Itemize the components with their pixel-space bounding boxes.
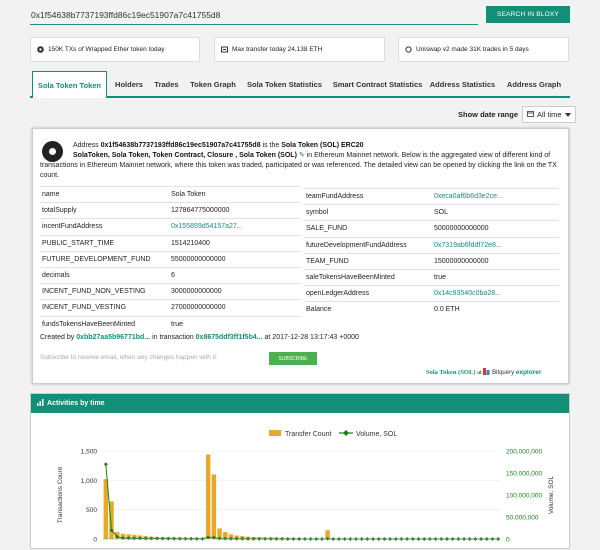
activities-header xyxy=(31,394,569,413)
y-tick-label: 1,000 xyxy=(81,478,98,485)
property-value: Sola Token xyxy=(171,191,206,198)
property-row xyxy=(304,188,559,204)
property-value: 27000000000000 xyxy=(171,304,226,311)
intro-text-3: in Ethereum Mainnet network. Below is the aggregated view of different kind of transactions in Ethereum Mainnet network, where this token was traded, participated or was referenced. The detailed view can be opened by clicking the link on the TX count. xyxy=(40,152,557,179)
property-row xyxy=(40,202,300,218)
property-key: symbol xyxy=(306,209,328,216)
tab-trades[interactable]: Trades xyxy=(150,71,183,97)
creator-link[interactable]: 0xbb27aa5b96771bd... xyxy=(76,334,150,341)
pencil-icon[interactable]: ✎ xyxy=(299,152,305,159)
bitquery-logo-icon xyxy=(483,369,490,376)
property-key: Balance xyxy=(306,306,331,313)
property-row xyxy=(40,267,300,283)
property-key: FUTURE_DEVELOPMENT_FUND xyxy=(42,256,151,263)
refresh-icon xyxy=(405,46,412,53)
stat-weth[interactable] xyxy=(30,37,200,62)
y-tick-label: 1,500 xyxy=(81,449,98,456)
address-hash: 0x1f54638b7737193ffd86c19ec51907a7c41755d8 xyxy=(101,142,261,149)
brand-token: Sola Token (SOL) xyxy=(426,369,476,376)
property-key: fundsTokensHaveBeenMinted xyxy=(42,321,135,328)
activities-panel xyxy=(30,393,570,549)
creation-info xyxy=(40,334,359,341)
property-key: PUBLIC_START_TIME xyxy=(42,240,114,247)
tab-token[interactable]: Sola Token Token xyxy=(32,71,107,98)
property-key: decimals xyxy=(42,272,70,279)
subscribe-text: Subscribe to receive email, when any changes happen with it: xyxy=(40,354,218,361)
search-button[interactable]: SEARCH IN BLOXY xyxy=(486,6,570,23)
y-tick-label: 0 xyxy=(93,537,97,544)
search-input[interactable] xyxy=(30,5,478,25)
property-row xyxy=(40,235,300,251)
property-row xyxy=(304,220,559,236)
property-key: INCENT_FUND_VESTING xyxy=(42,304,126,311)
token-info-card xyxy=(32,128,569,384)
bar xyxy=(206,455,210,539)
date-range-value: All time xyxy=(537,110,562,119)
property-value: 50000000000000 xyxy=(434,225,489,232)
date-range-label: Show date range xyxy=(458,110,518,119)
tab-bar xyxy=(30,71,570,98)
bar xyxy=(212,474,216,539)
property-row xyxy=(304,301,559,317)
y2-tick-label: 0 xyxy=(506,537,510,544)
y-tick-label: 500 xyxy=(86,507,97,514)
property-key: SALE_FUND xyxy=(306,225,347,232)
created-text-1: Created by xyxy=(40,334,76,341)
property-key: futureDevelopmentFundAddress xyxy=(306,242,407,249)
volume-marker xyxy=(104,462,108,466)
stat-text: 150K TXs of Wrapped Ether token today xyxy=(48,46,164,53)
ethereum-icon xyxy=(37,46,44,53)
intro-text-2: is the xyxy=(261,142,282,149)
property-key: INCENT_FUND_NON_VESTING xyxy=(42,288,145,295)
property-key: teamFundAddress xyxy=(306,193,363,200)
property-key: TEAM_FUND xyxy=(306,258,349,265)
legend-marker-volume xyxy=(343,430,349,436)
created-text-2: in transaction xyxy=(150,334,196,341)
creation-tx-link[interactable]: 0x8675ddf3ff1f5b4... xyxy=(196,334,263,341)
property-row xyxy=(304,269,559,285)
tab-address-graph[interactable]: Address Graph xyxy=(504,71,564,97)
tab-token-statistics[interactable]: Sola Token Statistics xyxy=(243,71,326,97)
property-value: true xyxy=(434,274,446,281)
activities-chart xyxy=(31,413,569,548)
property-value: 1514210400 xyxy=(171,240,210,247)
stat-max-transfer[interactable] xyxy=(214,37,385,62)
y2-tick-label: 50,000,000 xyxy=(506,515,539,522)
legend-label: Transfer Count xyxy=(285,431,331,438)
volume-line xyxy=(106,464,498,539)
search-bar xyxy=(30,5,570,25)
property-value: 127864775000000 xyxy=(171,207,229,214)
token-description xyxy=(40,141,560,181)
transfer-icon xyxy=(221,46,228,53)
intro-text-1: Address xyxy=(73,142,101,149)
property-value: 15000000000000 xyxy=(434,258,489,265)
property-value: SOL xyxy=(434,209,448,216)
property-value: 55000000000000 xyxy=(171,256,226,263)
property-row xyxy=(304,285,559,301)
stat-text: Max transfer today 24,138 ETH xyxy=(232,46,322,53)
property-row xyxy=(304,204,559,220)
property-key: saleTokensHaveBeenMinted xyxy=(306,274,395,281)
property-address-link[interactable]: 0x155859d54157a27... xyxy=(171,223,243,230)
property-key: name xyxy=(42,191,60,198)
property-row xyxy=(304,237,559,253)
legend-swatch-transfer-count xyxy=(269,430,281,436)
property-address-link[interactable]: 0x7319ab6fddf72e8... xyxy=(434,242,502,249)
volume-marker xyxy=(166,537,170,541)
property-value: true xyxy=(171,321,183,328)
token-name: Sola Token (SOL) ERC20 xyxy=(281,142,363,149)
bar-chart-icon xyxy=(37,399,44,408)
caret-down-icon xyxy=(565,110,571,119)
property-value: 3000000000000 xyxy=(171,288,222,295)
property-row xyxy=(40,186,300,202)
token-tags: SolaToken, Sola Token, Token Contract, Closure , Sola Token (SOL) xyxy=(73,152,297,159)
date-range-selector xyxy=(458,106,576,123)
property-key: incentFundAddress xyxy=(42,223,102,230)
legend-label: Volume, SOL xyxy=(356,431,397,438)
tab-token-graph[interactable]: Token Graph xyxy=(187,71,239,97)
tab-smart-contract-statistics[interactable]: Smart Contract Statistics xyxy=(330,71,425,97)
tab-holders[interactable]: Holders xyxy=(109,71,149,97)
property-row xyxy=(304,253,559,269)
property-row xyxy=(40,251,300,267)
y2-axis-label: Volume, SOL xyxy=(548,475,555,514)
property-address-link[interactable]: 0xeca0af6b6d3e2ce... xyxy=(434,193,503,200)
property-row xyxy=(40,316,300,332)
property-key: totalSupply xyxy=(42,207,77,214)
y2-tick-label: 200,000,000 xyxy=(506,449,543,456)
brand-footer xyxy=(426,368,541,376)
subscribe-button[interactable]: SUBSCRIBE xyxy=(269,352,317,365)
brand-name: Bitquery xyxy=(492,370,514,376)
property-address-link[interactable]: 0x14c93540c0ba28... xyxy=(434,290,501,297)
created-text-3: at 2017-12-28 13:17:43 +0000 xyxy=(263,334,359,341)
brand-at: at xyxy=(477,369,482,376)
activities-title: Activities by time xyxy=(47,400,105,407)
tab-address-statistics[interactable]: Address Statistics xyxy=(429,71,496,97)
y2-tick-label: 150,000,000 xyxy=(506,471,543,478)
calendar-icon xyxy=(527,110,534,119)
stat-text: Uniswap v2 made 31K trades in 5 days xyxy=(416,46,529,53)
property-value: 0.0 ETH xyxy=(434,306,460,313)
property-key: openLedgerAddress xyxy=(306,290,369,297)
property-value: 6 xyxy=(171,272,175,279)
property-row xyxy=(40,299,300,315)
date-range-dropdown[interactable] xyxy=(522,106,576,123)
stat-uniswap[interactable] xyxy=(398,37,569,62)
y-axis-label: Transactions Count xyxy=(57,467,64,523)
property-row xyxy=(40,283,300,299)
property-row xyxy=(40,218,300,234)
brand-suffix: explorer xyxy=(516,369,542,376)
y2-tick-label: 100,000,000 xyxy=(506,493,543,500)
